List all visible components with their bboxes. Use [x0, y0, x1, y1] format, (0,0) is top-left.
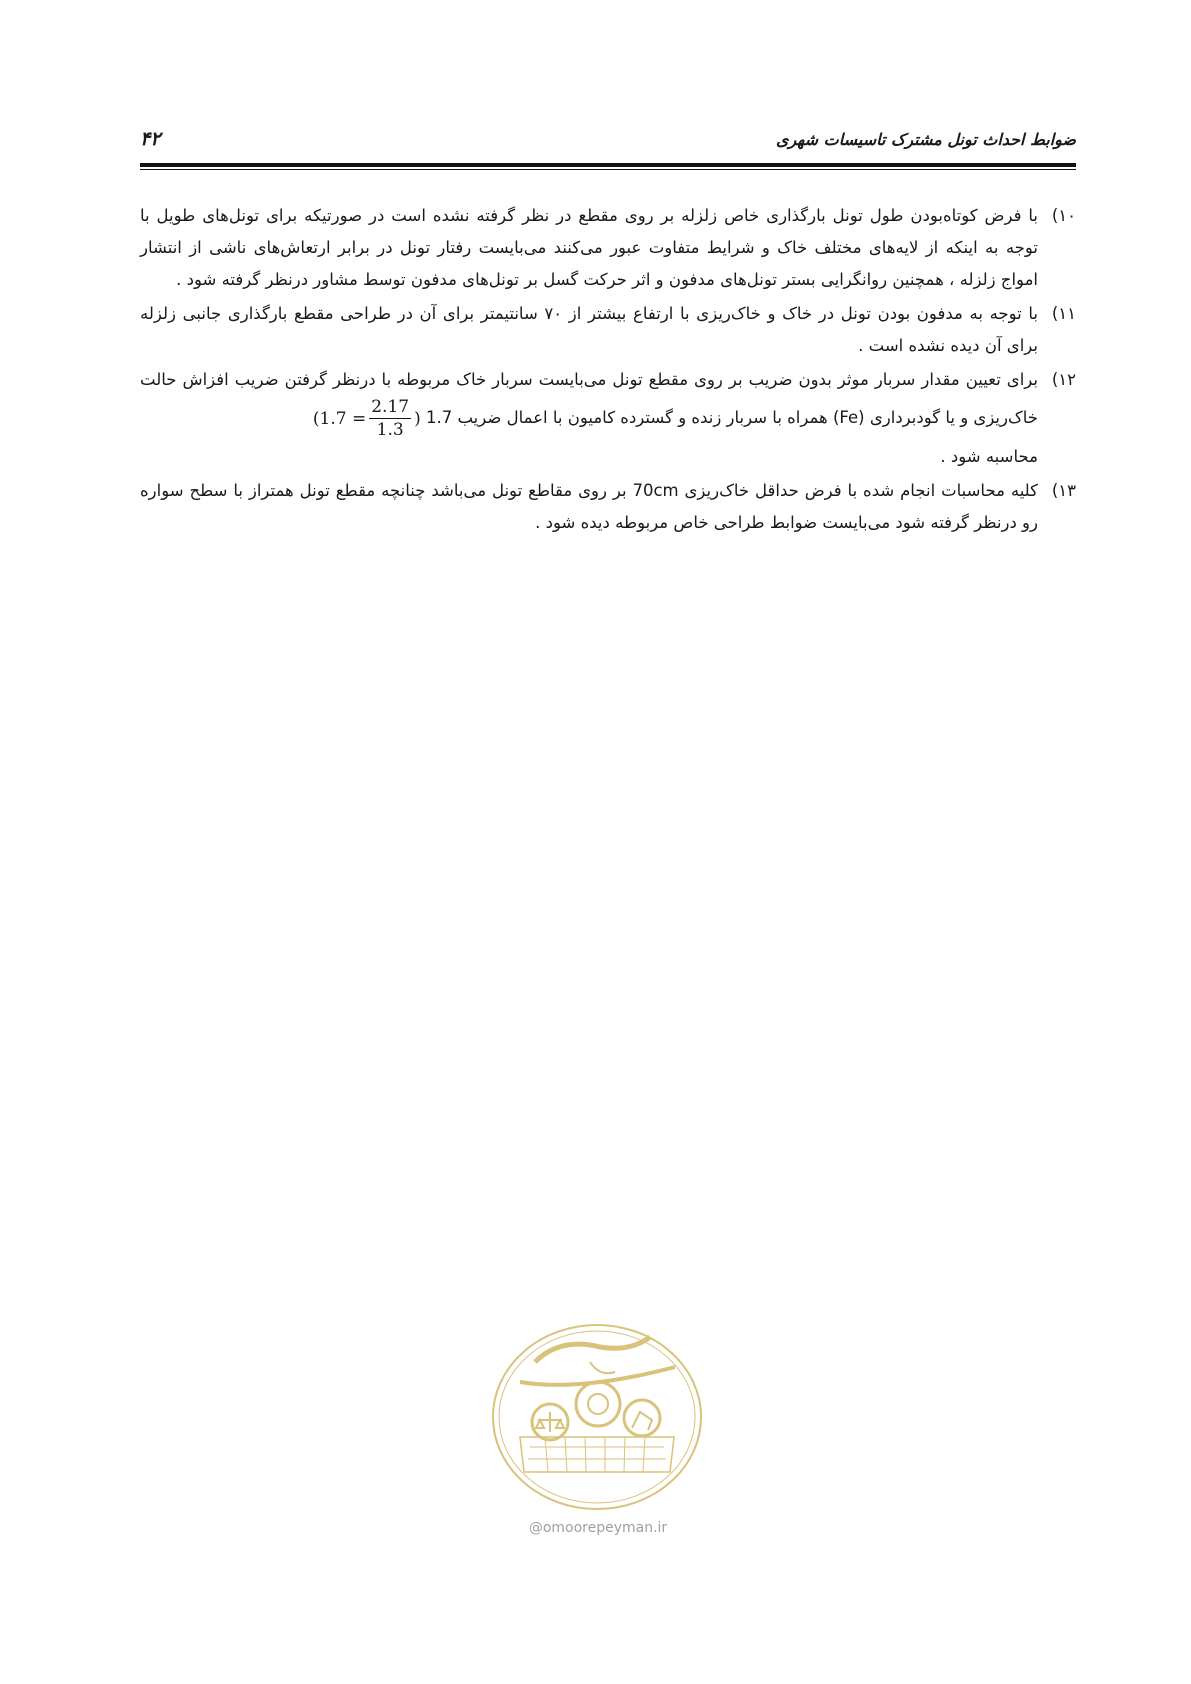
formula-numerator: 2.17: [371, 397, 410, 417]
list-item: [140, 475, 1076, 539]
item-text: کلیه محاسبات انجام شده با فرض حداقل خاک‌ریزی 70cm بر روی مقاطع تونل می‌باشد چنانچه مقطع تونل همتراز با سطح سواره رو درنظر گرفته شود می‌بایست ضوابط طراحی خاص مربوطه دیده شود .: [140, 481, 1038, 532]
item-number: ۱۱): [1051, 304, 1076, 323]
formula-open-paren: (: [312, 408, 320, 429]
page-number: ۴۲: [140, 128, 161, 150]
formula-denominator: 1.3: [376, 420, 404, 440]
list-item: [140, 298, 1076, 362]
header-rule-thick: [140, 163, 1076, 167]
item-text: با فرض کوتاه‌بودن طول تونل بارگذاری خاص زلزله بر روی مقطع در نظر گرفته نشده است در صورتیکه برای تونل‌های طویل با توجه به اینکه از لایه‌های مختلف خاک و شرایط متفاوت عبور می‌کنند می‌بایست رفتار تونل در برابر ارتعاش‌های ناشی از انتشار امواج زلزله ، همچنین روانگرایی بستر تونل‌های مدفون و اثر حرکت گسل بر تونل‌های مدفون توسط مشاور درنظر گرفته شود .: [140, 206, 1038, 289]
item-number: ۱۰): [1051, 206, 1076, 225]
running-title: ضوابط احداث تونل مشترک تاسیسات شهری: [775, 130, 1076, 149]
watermark-seal-icon: [490, 1322, 704, 1512]
item-text: [140, 364, 1038, 473]
watermark-caption: @omoorepeyman.ir: [528, 1520, 668, 1536]
coefficient-formula: [313, 396, 421, 441]
watermark-logo: [490, 1322, 704, 1512]
list-item: [140, 200, 1076, 296]
formula-lhs: 1.7 =: [319, 408, 367, 429]
item-text: با توجه به مدفون بودن تونل در خاک و خاک‌ریزی با ارتفاع بیشتر از ۷۰ سانتیمتر برای آن در طراحی مقطع بارگذاری جانبی زلزله برای آن دیده نشده است .: [140, 304, 1038, 355]
page-header: [140, 128, 1076, 162]
item-text-after-formula: محاسبه شود .: [940, 447, 1038, 466]
body-content: [140, 200, 1076, 541]
formula-close-paren: ): [414, 408, 421, 429]
list-item: [140, 364, 1076, 473]
item-number: ۱۲): [1051, 370, 1076, 389]
item-number: ۱۳): [1051, 481, 1076, 500]
header-rule-thin: [140, 169, 1076, 170]
item-text-before-formula: برای تعیین مقدار سربار موثر بدون ضریب بر روی مقطع تونل می‌بایست سربار خاک مربوطه با درنظر گرفتن ضریب افزاش حالت خاک‌ریزی و یا گودبرداری (Fe) همراه با سربار زنده و گسترده کامیون با اعمال ضریب 1.7: [140, 370, 1038, 427]
formula-fraction: [369, 396, 411, 441]
